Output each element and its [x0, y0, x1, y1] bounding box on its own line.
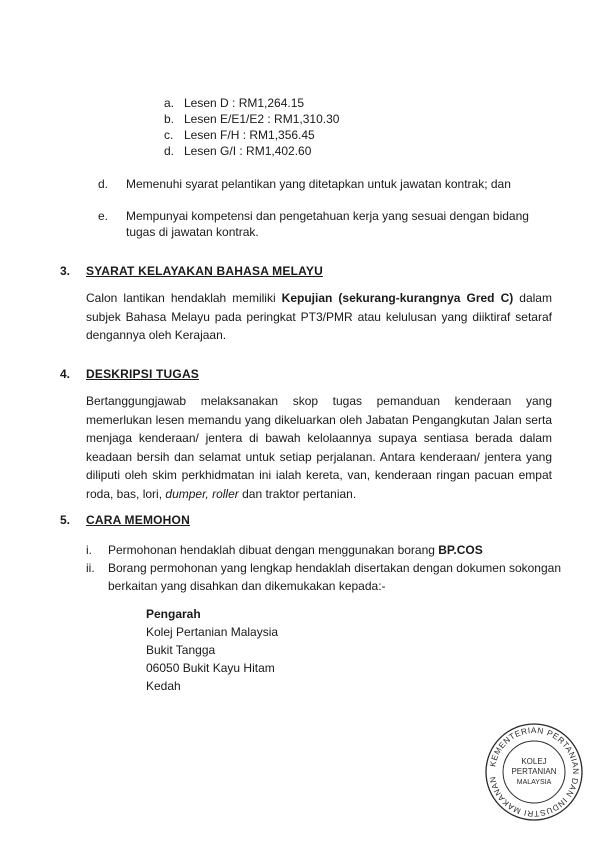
list-marker: d. — [164, 144, 175, 158]
address-line-4: Kedah — [146, 679, 181, 693]
section-4-text-end: dan traktor pertanian. — [238, 486, 357, 501]
section-5-title: CARA MEMOHON — [86, 513, 190, 527]
license-text: Lesen G/I : RM1,402.60 — [184, 144, 312, 158]
address-title: Pengarah — [146, 607, 201, 621]
section-4-italic-text: dumper, roller — [165, 486, 239, 501]
section-3-paragraph — [86, 289, 552, 345]
section-5-item-i — [108, 542, 483, 558]
stamp-icon — [484, 722, 584, 822]
address-line-1: Kolej Pertanian Malaysia — [146, 625, 279, 639]
section-5-item-ii-line2: berkaitan yang disahkan dan dikemukakan kepada:- — [108, 579, 386, 593]
license-item — [164, 143, 311, 159]
license-text: Lesen D : RM1,264.15 — [184, 96, 305, 110]
item-e-marker: e. — [98, 209, 109, 223]
list-marker: c. — [164, 128, 174, 142]
item-d-text: Memenuhi syarat pelantikan yang ditetapkan untuk jawatan kontrak; dan — [126, 177, 511, 191]
section-3-bold-text: Kepujian (sekurang-kurangnya Gred C) — [281, 291, 514, 305]
section-5-item-ii-marker: ii. — [86, 561, 95, 575]
section-5-item-ii-line1: Borang permohonan yang lengkap hendaklah disertakan dengan dokumen sokongan — [108, 561, 562, 575]
form-name: BP.COS — [438, 543, 483, 557]
license-item — [164, 111, 339, 127]
license-item — [164, 95, 304, 111]
list-marker: a. — [164, 96, 175, 110]
section-3-title: SYARAT KELAYAKAN BAHASA MELAYU — [86, 264, 323, 278]
item-e-line1: Mempunyai kompetensi dan pengetahuan kerja yang sesuai dengan bidang — [126, 209, 529, 223]
item-d-marker: d. — [98, 177, 109, 191]
license-text: Lesen E/E1/E2 : RM1,310.30 — [184, 112, 340, 126]
section-5-item-i-text: Permohonan hendaklah dibuat dengan menggunakan borang — [108, 543, 439, 557]
section-4-text-main: Bertanggungjawab melaksanakan skop tugas pemanduan kenderaan yang memerlukan lesen memandu yang dikeluarkan oleh Jabatan Pengangkutan Jalan serta menjaga kenderaan/ jentera di bawah kelolaannya supaya sentiasa berada dalam keadaan bersih dan selamat untuk setiap perjalanan. Antara kenderaan/ jentera yang diliputi oleh skim perkhidmatan ini ialah kereta, van, kenderaan ringan pacuan empat roda, bas, lori, — [86, 394, 552, 501]
section-3-text-before: Calon lantikan hendaklah memiliki — [86, 291, 282, 305]
license-item — [164, 127, 315, 143]
stamp-inner-line-1: KOLEJ — [521, 757, 547, 766]
section-3-text-after: dalam subjek Bahasa Melayu pada peringkat PT3/PMR atau kelulusan yang diiktiraf setaraf dengannya oleh Kerajaan. — [86, 291, 552, 342]
section-4-number: 4. — [60, 367, 71, 381]
license-text: Lesen F/H : RM1,356.45 — [184, 128, 315, 142]
stamp-inner-line-2: PERTANIAN — [511, 767, 557, 776]
stamp-inner-line-3: MALAYSIA — [516, 779, 552, 786]
item-e-line2: tugas di jawatan kontrak. — [126, 225, 259, 239]
list-marker: b. — [164, 112, 175, 126]
section-4-title: DESKRIPSI TUGAS — [86, 367, 200, 381]
official-stamp — [484, 722, 584, 822]
stamp-outer-text: KEMENTERIAN PERTANIAN DAN INDUSTRI MAKANAN — [488, 725, 581, 819]
address-line-2: Bukit Tangga — [146, 643, 216, 657]
section-3-number: 3. — [60, 264, 71, 278]
section-5-number: 5. — [60, 513, 71, 527]
address-line-3: 06050 Bukit Kayu Hitam — [146, 661, 275, 675]
section-4-paragraph — [86, 392, 552, 503]
section-5-item-i-marker: i. — [86, 543, 92, 557]
